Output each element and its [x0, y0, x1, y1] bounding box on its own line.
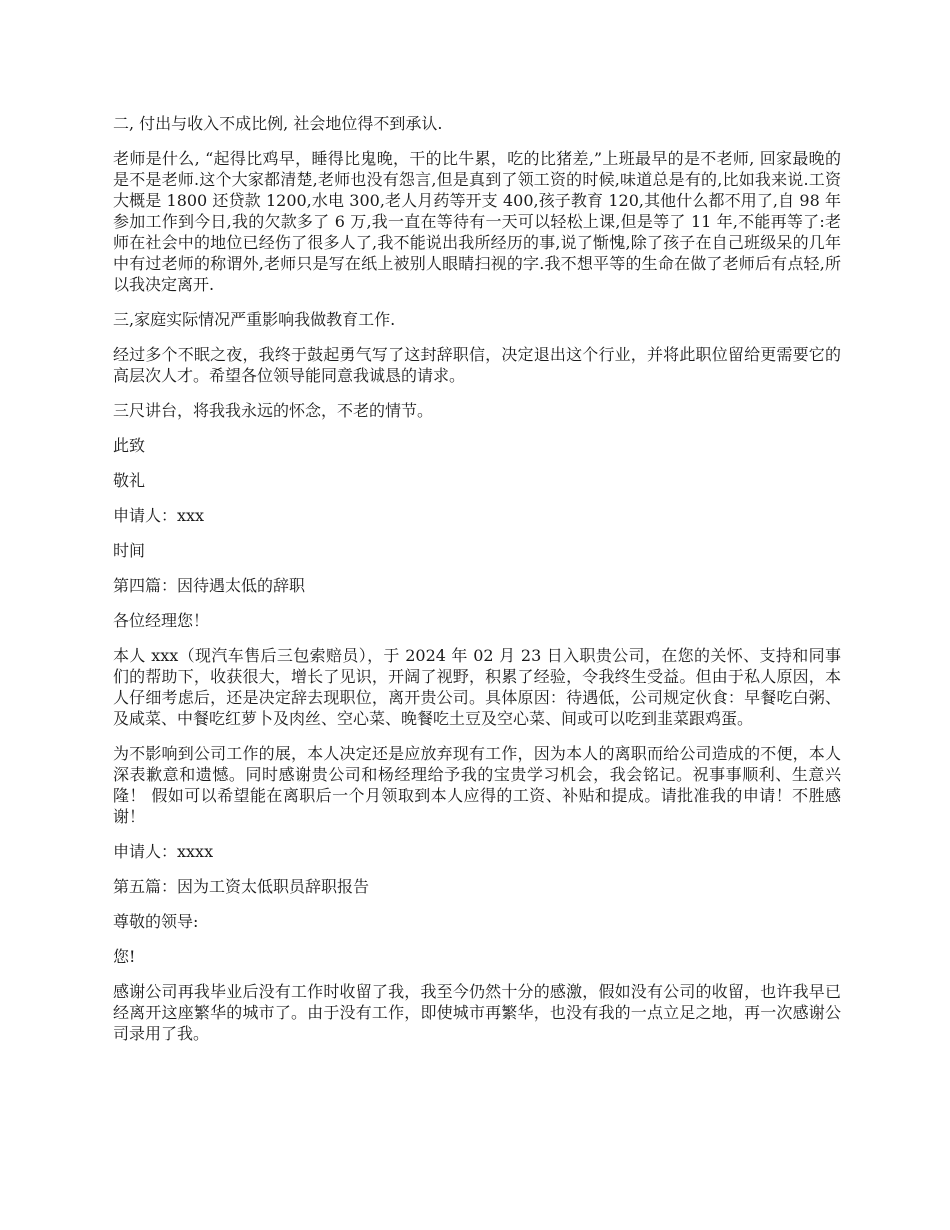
paragraph: 为不影响到公司工作的展，本人决定还是应放弃现有工作，因为本人的离职而给公司造成的不便，本人深表歉意和遗憾。同时感谢贵公司和杨经理给予我的宝贵学习机会，我会铭记。祝事事顺利、生意兴隆！ 假如可以希望能在离职后一个月领取到本人应得的工资、补贴和提成。请批准我的申请！不胜感谢！ — [113, 744, 841, 826]
paragraph: 此致 — [113, 436, 146, 455]
document-page — [113, 113, 841, 1058]
paragraph: 二, 付出与收入不成比例, 社会地位得不到承认. — [113, 114, 443, 133]
paragraph: 经过多个不眠之夜，我终于鼓起勇气写了这封辞职信，决定退出这个行业，并将此职位留给更需要它的高层次人才。希望各位领导能同意我诚恳的请求。 — [113, 345, 841, 385]
paragraph: 时间 — [113, 541, 146, 560]
paragraph: 感谢公司再我毕业后没有工作时收留了我，我至今仍然十分的感激，假如没有公司的收留，也许我早已经离开这座繁华的城市了。由于没有工作，即使城市再繁华，也没有我的一点立足之地，再一次感谢公司录用了我。 — [113, 982, 841, 1043]
section-heading: 第五篇：因为工资太低职员辞职报告 — [113, 877, 370, 896]
paragraph: 申请人：xxx — [113, 506, 205, 525]
paragraph: 您! — [113, 947, 136, 966]
paragraph: 老师是什么, “起得比鸡早，睡得比鬼晚，干的比牛累，吃的比猪差,”上班最早的是不老师, 回家最晚的是不是老师.这个大家都清楚,老师也没有怨言,但是真到了领工资的时候,味道总是有的,比如我来说.工资大概是 1800 还贷款 1200,水电 300,老人月药等开支 400,孩子教育 120,其他什么都不用了,自 98 年参加工作到今日,我的欠款多了 6 万,我一直在等待有一天可以轻松上课,但是等了 11 年,不能再等了:老师在社会中的地位已经伤了很多人了,我不能说出我所经历的事,说了惭愧,除了孩子在自己班级呆的几年中有过老师的称谓外,老师只是写在纸上被别人眼睛扫视的字.我不想平等的生命在做了老师后有点轻,所以我决定离开. — [113, 149, 841, 294]
section-heading: 第四篇：因待遇太低的辞职 — [113, 576, 306, 595]
paragraph: 三尺讲台，将我我永远的怀念，不老的情节。 — [113, 401, 434, 420]
paragraph: 三,家庭实际情况严重影响我做教育工作. — [113, 310, 396, 329]
paragraph: 敬礼 — [113, 471, 146, 490]
paragraph: 本人 xxx（现汽车售后三包索赔员），于 2024 年 02 月 23 日入职贵公司，在您的关怀、支持和同事们的帮助下，收获很大，增长了见识，开阔了视野，积累了经验，令我终生受益。但由于私人原因，本人仔细考虑后，还是决定辞去现职位，离开贵公司。具体原因：待遇低，公司规定伙食：早餐吃白粥、及咸菜、中餐吃红萝卜及肉丝、空心菜、晚餐吃土豆及空心菜、间或可以吃到韭菜跟鸡蛋。 — [113, 646, 841, 728]
paragraph: 申请人：xxxx — [113, 842, 214, 861]
paragraph: 尊敬的领导: — [113, 912, 199, 931]
paragraph: 各位经理您！ — [113, 611, 210, 630]
